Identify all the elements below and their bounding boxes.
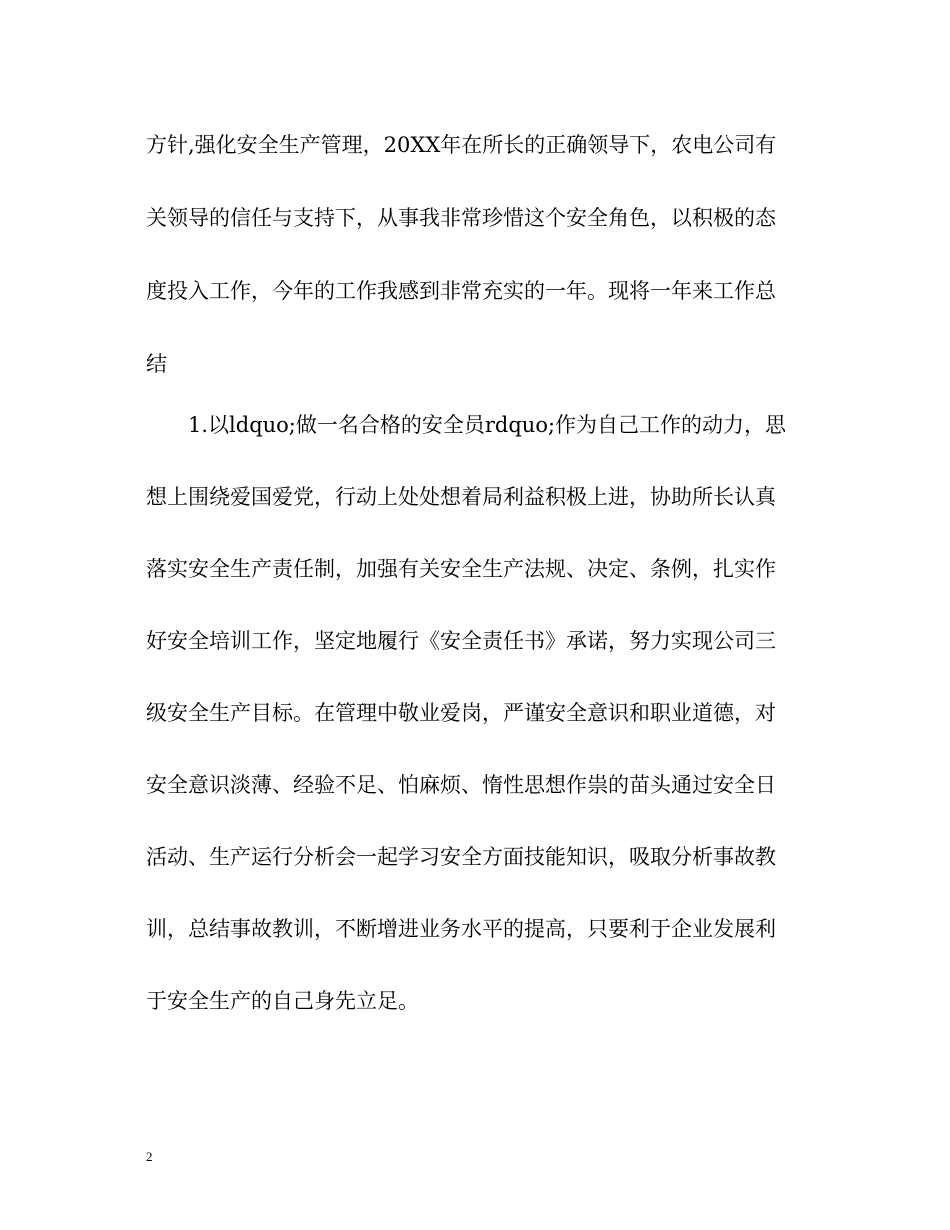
paragraph-line: 度投入工作，今年的工作我感到非常充实的一年。现将一年来工作总 <box>146 279 776 303</box>
paragraph-line: 结 <box>146 352 167 376</box>
paragraph-line: 落实安全生产责任制，加强有关安全生产法规、决定、条例，扎实作 <box>146 557 776 581</box>
paragraph-line: 于安全生产的自己身先立足。 <box>146 989 419 1013</box>
page-number: 2 <box>146 1149 153 1164</box>
paragraph-line: 想上围绕爱国爱党，行动上处处想着局利益积极上进，协助所长认真 <box>146 485 776 509</box>
paragraph-line: 活动、生产运行分析会一起学习安全方面技能知识，吸取分析事故教 <box>146 845 776 869</box>
paragraph-line: 方针,强化安全生产管理，20XX年在所长的正确领导下，农电公司有 <box>146 133 777 157</box>
paragraph-line: 训，总结事故教训，不断增进业务水平的提高，只要利于企业发展利 <box>146 917 776 941</box>
paragraph-line: 1.以ldquo;做一名合格的安全员rdquo;作为自己工作的动力，思 <box>188 413 787 437</box>
paragraph-line: 安全意识淡薄、经验不足、怕麻烦、惰性思想作祟的苗头通过安全日 <box>146 773 776 797</box>
paragraph-line: 好安全培训工作，坚定地履行《安全责任书》承诺，努力实现公司三 <box>146 629 776 653</box>
paragraph-line: 级安全生产目标。在管理中敬业爱岗，严谨安全意识和职业道德，对 <box>146 701 776 725</box>
paragraph-line: 关领导的信任与支持下，从事我非常珍惜这个安全角色，以积极的态 <box>146 206 776 230</box>
